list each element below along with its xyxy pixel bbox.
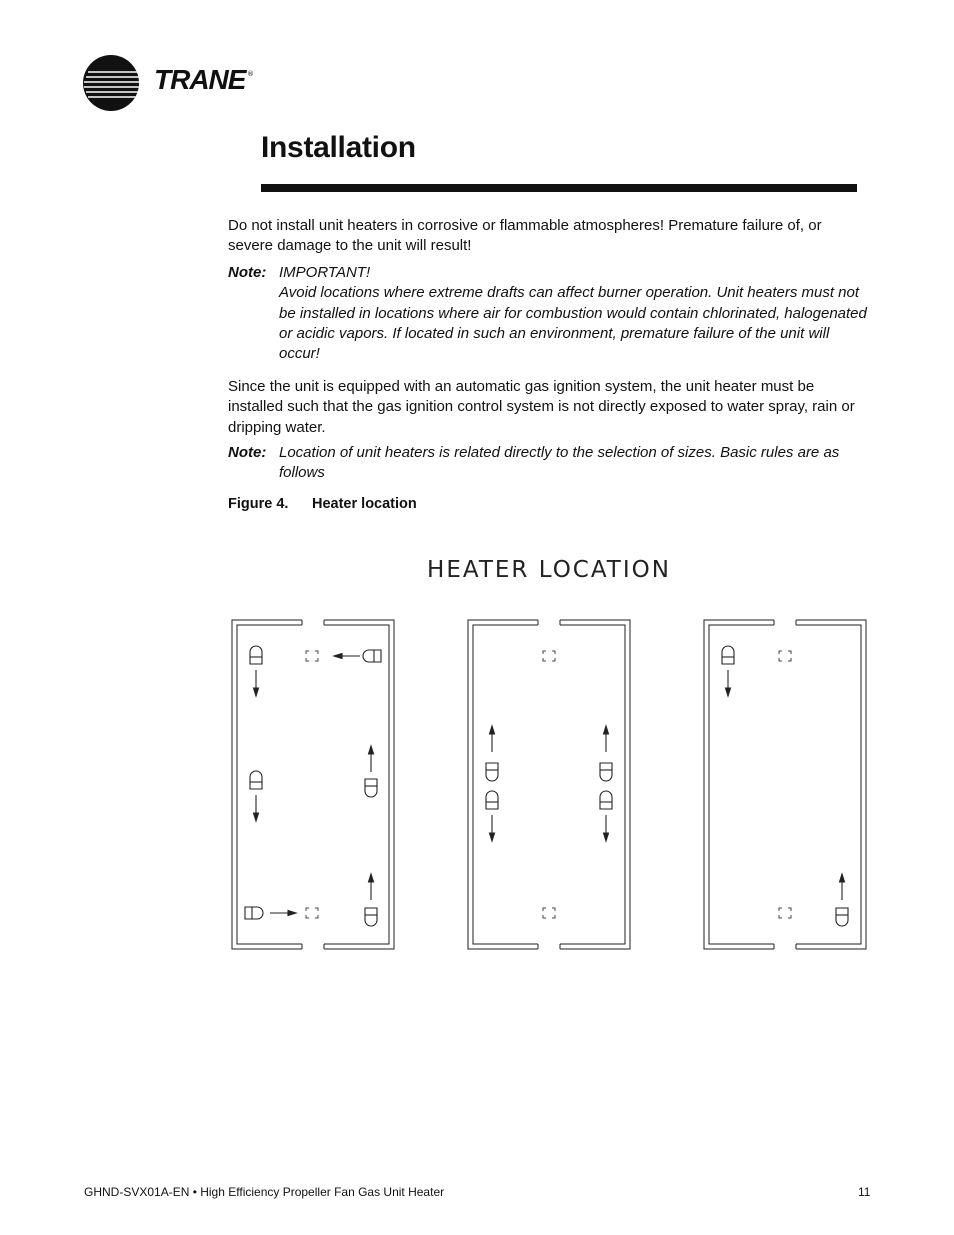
- title-rule: [261, 184, 857, 192]
- brand-name: TRANE: [154, 64, 246, 95]
- footer-document-title: GHND-SVX01A-EN • High Efficiency Propeller Fan Gas Unit Heater: [84, 1185, 445, 1199]
- figure-caption: [228, 496, 417, 512]
- layout-3-building: [704, 620, 866, 949]
- figure-number: Figure 4.: [228, 496, 289, 512]
- layout-1-building: [232, 620, 394, 949]
- registered-mark: ®: [247, 70, 254, 78]
- page-title: Installation: [261, 131, 416, 164]
- note-label: Note:: [228, 264, 267, 281]
- figure-title: Heater location: [312, 496, 417, 512]
- layout-2-building: [468, 620, 630, 949]
- heater-location-diagram: [220, 545, 880, 965]
- paragraph-corrosive-warning: Do not install unit heaters in corrosive or flammable atmospheres! Premature failure of, or severe damage to the unit will result!: [228, 217, 822, 255]
- drawing-title: HEATER LOCATION: [427, 557, 671, 583]
- note-text: Location of unit heaters is related directly to the selection of sizes. Basic rules are as follows: [279, 444, 840, 482]
- note-important: [228, 263, 868, 364]
- footer-page-number: 11: [858, 1185, 871, 1199]
- note-text: Avoid locations where extreme drafts can affect burner operation. Unit heaters must not be installed in locations where air for combustion would contain chlorinated, halogenated or acidic vapors. If located in such an environment, premature failure of the unit will occur!: [279, 284, 867, 363]
- paragraph-ignition-system: Since the unit is equipped with an automatic gas ignition system, the unit heater must be installed such that the gas ignition control system is not directly exposed to water spray, rain or dripping water.: [228, 378, 855, 436]
- note-heading: IMPORTANT!: [279, 264, 371, 281]
- note-label: Note:: [228, 444, 267, 461]
- note-location: [228, 443, 868, 484]
